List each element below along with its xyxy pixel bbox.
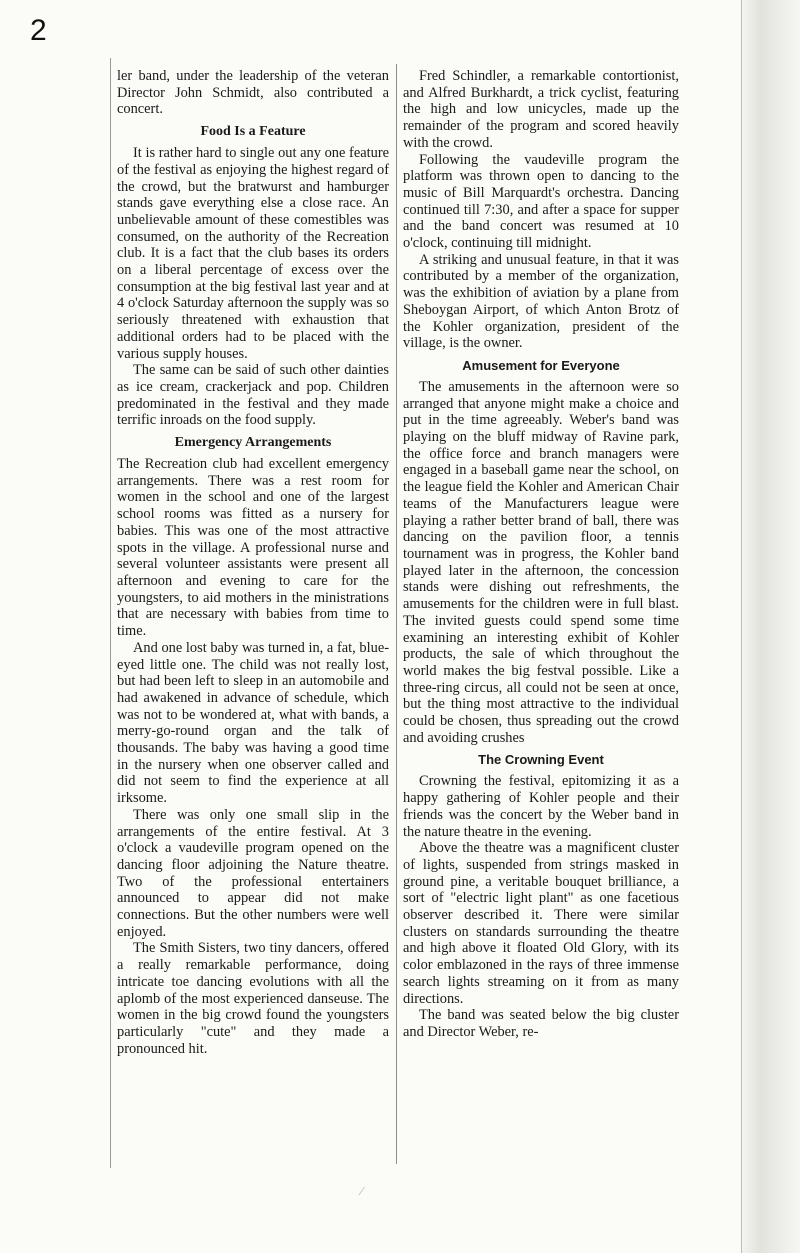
scan-mark: [358, 1187, 376, 1204]
right-column: [403, 68, 679, 1041]
column-rule: [396, 64, 397, 1164]
paragraph: The Smith Sisters, two tiny dancers, offered a really remarkable performance, doing intricate toe dancing evolutions with all the aplomb of the most experienced danseuse. The women in the big crowd found the youngsters particularly "cute" and they made a pronounced hit.: [117, 940, 389, 1057]
paragraph: The Recreation club had excellent emergency arrangements. There was a rest room for women in the school and one of the largest school rooms was fitted as a nursery for babies. This was one of the most attractive spots in the village. A professional nurse and several volunteer assistants were present all afternoon and evening to care for the youngsters, to aid mothers in the ministrations that are necessary with babies from time to time.: [117, 456, 389, 640]
paragraph: Above the theatre was a magnificent cluster of lights, suspended from strings masked in ground pine, a veritable bouquet brilliance, a sort of "electric light plant" as one facetious observer described it. There were similar clusters on standards surrounding the theatre and high above it floated Old Glory, with its color emblazoned in the rays of three immense search lights streaming on it from as many directions.: [403, 840, 679, 1007]
newspaper-clipping: [110, 58, 689, 1168]
paragraph: The amusements in the afternoon were so arranged that anyone might make a choice and put in the time agreeably. Weber's band was playing on the bluff midway of Ravine park, the office force and branch managers were engaged in a baseball game near the school, on the league field the Kohler and American Chair teams of the Manufacturers league were playing a rather better brand of ball, there was dancing on the pavilion floor, a tennis tournament was in progress, the Kohler band played later in the afternoon, the concession stands were dishing out refreshments, the amusements for the children were in full blast. The invited guests could spend some time examining an interesting exhibit of Kohler products, the sale of which throughout the world makes the big festval possible. Like a three-ring circus, all could not be seen at once, but the thing most attractive to the individual could be chosen, thus spreading out the crowd and avoiding crushes: [403, 378, 679, 746]
paragraph: And one lost baby was turned in, a fat, blue-eyed little one. The child was not really lost, but had been left to sleep in an automobile and had awakened in advance of schedule, which was not to be wondered at, what with bands, a merry-go-round organ and the talk of thousands. The baby was having a good time in the nursery when one observer called and did not seem to find the experience at all irksome.: [117, 639, 389, 807]
paragraph: The band was seated below the big cluster and Director Weber, re-: [403, 1007, 679, 1040]
paragraph: Following the vaudeville program the platform was thrown open to dancing to the music of Bill Marquardt's orchestra. Dancing continued till 7:30, and after a space for supper and the band concert was resumed at 10 o'clock, continuing till midnight.: [403, 151, 679, 252]
left-column: [117, 68, 389, 1057]
paragraph: The same can be said of such other dainties as ice cream, crackerjack and pop. Children predominated in the festival and they made terrific inroads on the food supply.: [117, 362, 389, 429]
paragraph: ler band, under the leadership of the veteran Director John Schmidt, also contributed a concert.: [117, 68, 389, 118]
section-heading-food: Food Is a Feature: [200, 124, 306, 140]
section-heading-emergency: Emergency Arrangements: [174, 435, 332, 451]
paragraph: It is rather hard to single out any one feature of the festival as enjoying the highest regard of the crowd, but the bratwurst and hamburger stands gave everything else a close race. An unbelievable amount of these comestibles was consumed, on the authority of the Recreation club. It is a fact that the club bases its orders on a liberal percentage of excess over the consumption at the big festival last year and at 4 o'clock Saturday afternoon the supply was so seriously threatened with exhaustion that additional orders had to be placed with the various supply houses.: [117, 145, 389, 362]
paragraph: There was only one small slip in the arrangements of the entire festival. At 3 o'clock a vaudeville program opened on the dancing floor adjoining the Nature theatre. Two of the professional entertainers announced to appear did not make connections. But the other numbers were well enjoyed.: [117, 806, 389, 940]
section-heading-amusement: Amusement for Everyone: [462, 357, 620, 373]
paragraph: A striking and unusual feature, in that it was contributed by a member of the organization, was the exhibition of aviation by a plane from Sheboygan Airport, of which Anton Brotz of the Kohler organization, president of the village, is the owner.: [403, 251, 679, 352]
paragraph: Fred Schindler, a remarkable contortionist, and Alfred Burkhardt, a trick cyclist, featuring the high and low unicycles, made up the remainder of the program and scored heavily with the crowd.: [403, 68, 679, 151]
scan-edge: [741, 0, 800, 1253]
page-number: 2: [30, 14, 47, 47]
section-heading-crowning: The Crowning Event: [478, 752, 604, 768]
paragraph: Crowning the festival, epitomizing it as a happy gathering of Kohler people and their friends was the concert by the Weber band in the nature theatre in the evening.: [403, 773, 679, 840]
